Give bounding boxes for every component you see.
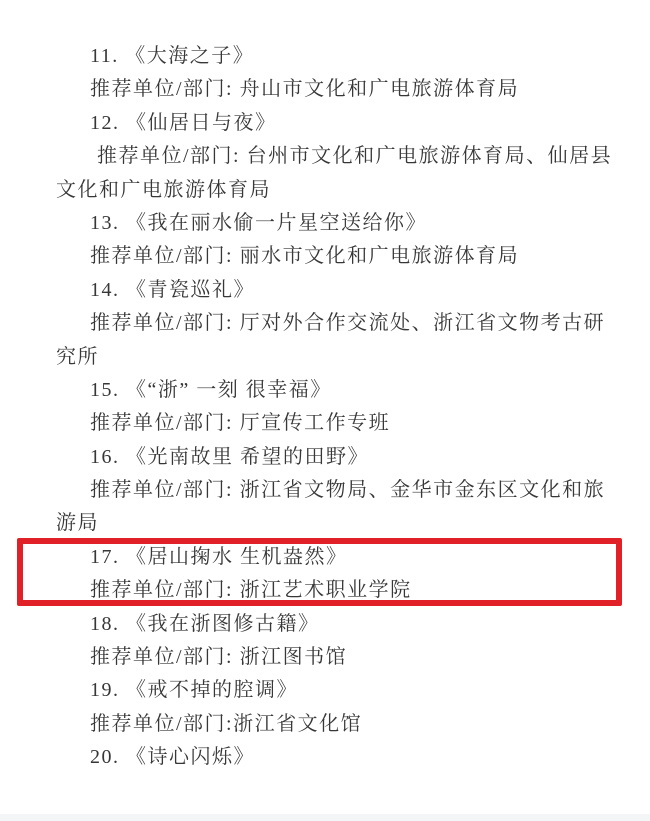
entry-12-dept-cont: 文化和广电旅游体育局 <box>56 178 271 201</box>
entry-16-dept-cont: 游局 <box>56 512 99 535</box>
entry-17-title: 17. 《居山掬水 生机盎然》 <box>90 545 348 568</box>
entry-18-title: 18. 《我在浙图修古籍》 <box>90 612 320 635</box>
entry-11-dept: 推荐单位/部门: 舟山市文化和广电旅游体育局 <box>90 78 520 101</box>
entry-20-title: 20. 《诗心闪烁》 <box>90 746 255 769</box>
page-bottom-edge <box>0 814 650 821</box>
entry-15-dept: 推荐单位/部门: 厅宣传工作专班 <box>90 412 391 435</box>
entry-15-title: 15. 《“浙” 一刻 很幸福》 <box>90 378 332 401</box>
entry-14-title: 14. 《青瓷巡礼》 <box>90 278 255 301</box>
entry-16-title: 16. 《光南故里 希望的田野》 <box>90 445 369 468</box>
entry-13-dept: 推荐单位/部门: 丽水市文化和广电旅游体育局 <box>90 245 520 268</box>
entry-11-title: 11. 《大海之子》 <box>90 45 255 67</box>
document-text-block <box>56 40 632 775</box>
entry-12-dept: 推荐单位/部门: 台州市文化和广电旅游体育局、仙居县 <box>97 145 613 168</box>
entry-19-dept: 推荐单位/部门:浙江省文化馆 <box>90 712 363 735</box>
entry-12-title: 12. 《仙居日与夜》 <box>90 111 277 134</box>
entry-13-title: 13. 《我在丽水偷一片星空送给你》 <box>90 211 427 234</box>
entry-17-dept: 推荐单位/部门: 浙江艺术职业学院 <box>90 579 412 602</box>
entry-19-title: 19. 《戒不掉的腔调》 <box>90 679 298 702</box>
entry-18-dept: 推荐单位/部门: 浙江图书馆 <box>90 646 348 669</box>
entry-16-dept: 推荐单位/部门: 浙江省文物局、金华市金东区文化和旅 <box>90 479 606 502</box>
entry-14-dept: 推荐单位/部门: 厅对外合作交流处、浙江省文物考古研 <box>90 312 606 335</box>
entry-14-dept-cont: 究所 <box>56 345 99 368</box>
